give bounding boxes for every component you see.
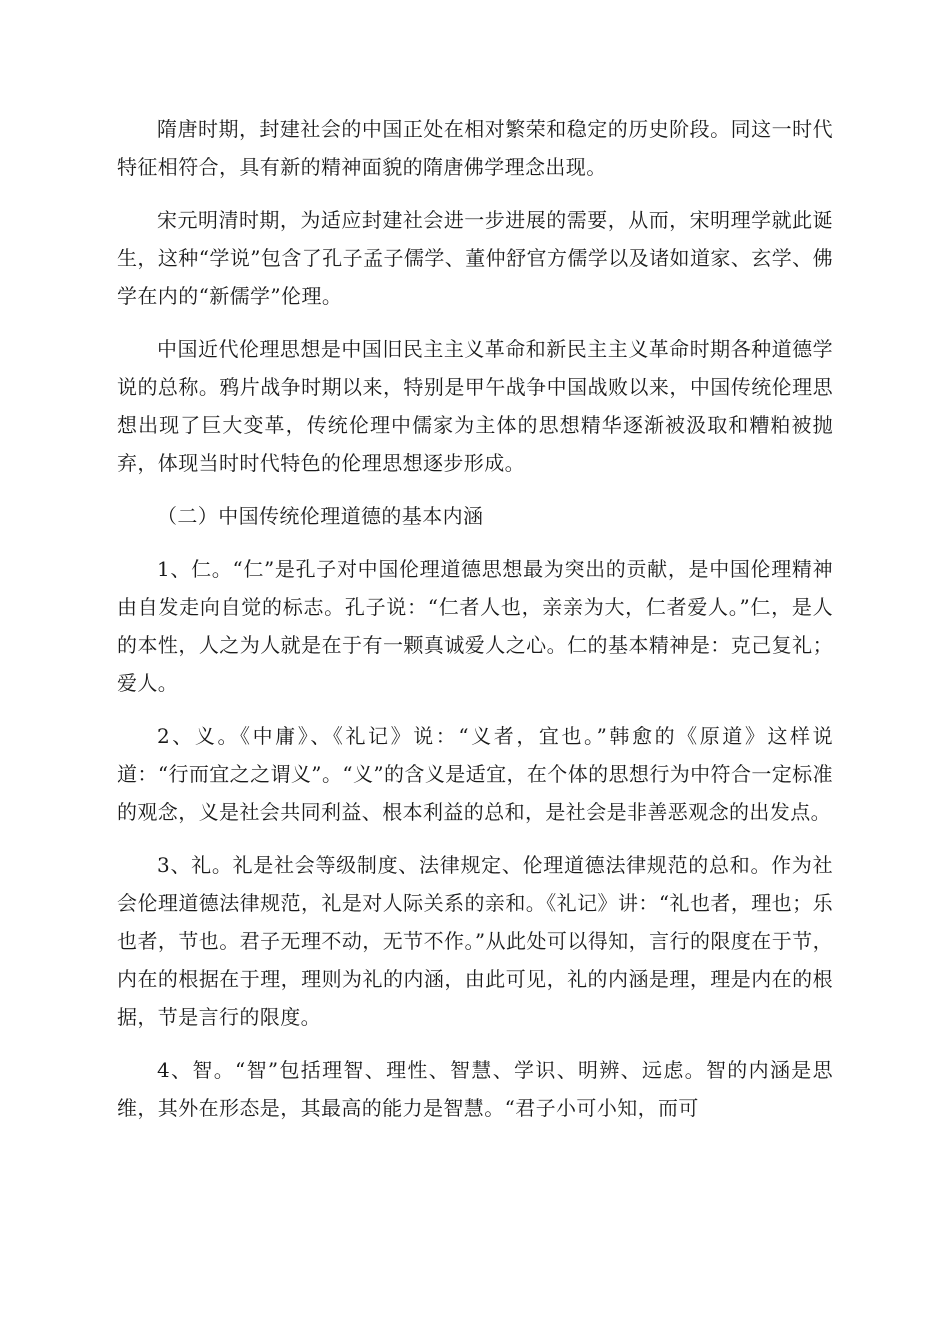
paragraph-sui-tang: 隋唐时期，封建社会的中国正处在相对繁荣和稳定的历史阶段。同这一时代特征相符合，具有新的精神面貌的隋唐佛学理念出现。 [117, 117, 833, 179]
item-li: 3、礼。礼是社会等级制度、法律规定、伦理道德法律规范的总和。作为社会伦理道德法律规范，礼是对人际关系的亲和。《礼记》讲：“礼也者，理也；乐也者，节也。君子无理不动，无节不作。”从此处可以得知，言行的限度在于节，内在的根据在于理，理则为礼的内涵，由此可见，礼的内涵是理，理是内在的根据，节是言行的限度。 [117, 853, 833, 1029]
item-zhi: 4、智。“智”包括理智、理性、智慧、学识、明辨、远虑。智的内涵是思维，其外在形态是，其最高的能力是智慧。“君子小可小知，而可 [117, 1058, 833, 1120]
item-yi: 2、义。《中庸》、《礼记》说：“义者，宜也。”韩愈的《原道》这样说道：“行而宜之之谓义”。“义”的含义是适宜，在个体的思想行为中符合一定标准的观念，义是社会共同利益、根本利益的总和，是社会是非善恶观念的出发点。 [117, 724, 833, 824]
item-ren: 1、仁。“仁”是孔子对中国伦理道德思想最为突出的贡献，是中国伦理精神由自发走向自觉的标志。孔子说：“仁者人也，亲亲为大，仁者爱人。”仁，是人的本性，人之为人就是在于有一颗真诚爱人之心。仁的基本精神是：克己复礼；爱人。 [117, 557, 833, 695]
document-page [117, 110, 833, 1142]
paragraph-modern-ethics: 中国近代伦理思想是中国旧民主主义革命和新民主主义革命时期各种道德学说的总称。鸦片战争时期以来，特别是甲午战争中国战败以来，中国传统伦理思想出现了巨大变革，传统伦理中儒家为主体的思想精华逐渐被汲取和糟粕被抛弃，体现当时时代特色的伦理思想逐步形成。 [117, 337, 833, 475]
section-heading: （二）中国传统伦理道德的基本内涵 [157, 504, 484, 528]
paragraph-song-yuan-ming-qing: 宋元明清时期，为适应封建社会进一步进展的需要，从而，宋明理学就此诞生，这种“学说”包含了孔子孟子儒学、董仲舒官方儒学以及诸如道家、玄学、佛学在内的“新儒学”伦理。 [117, 208, 833, 308]
